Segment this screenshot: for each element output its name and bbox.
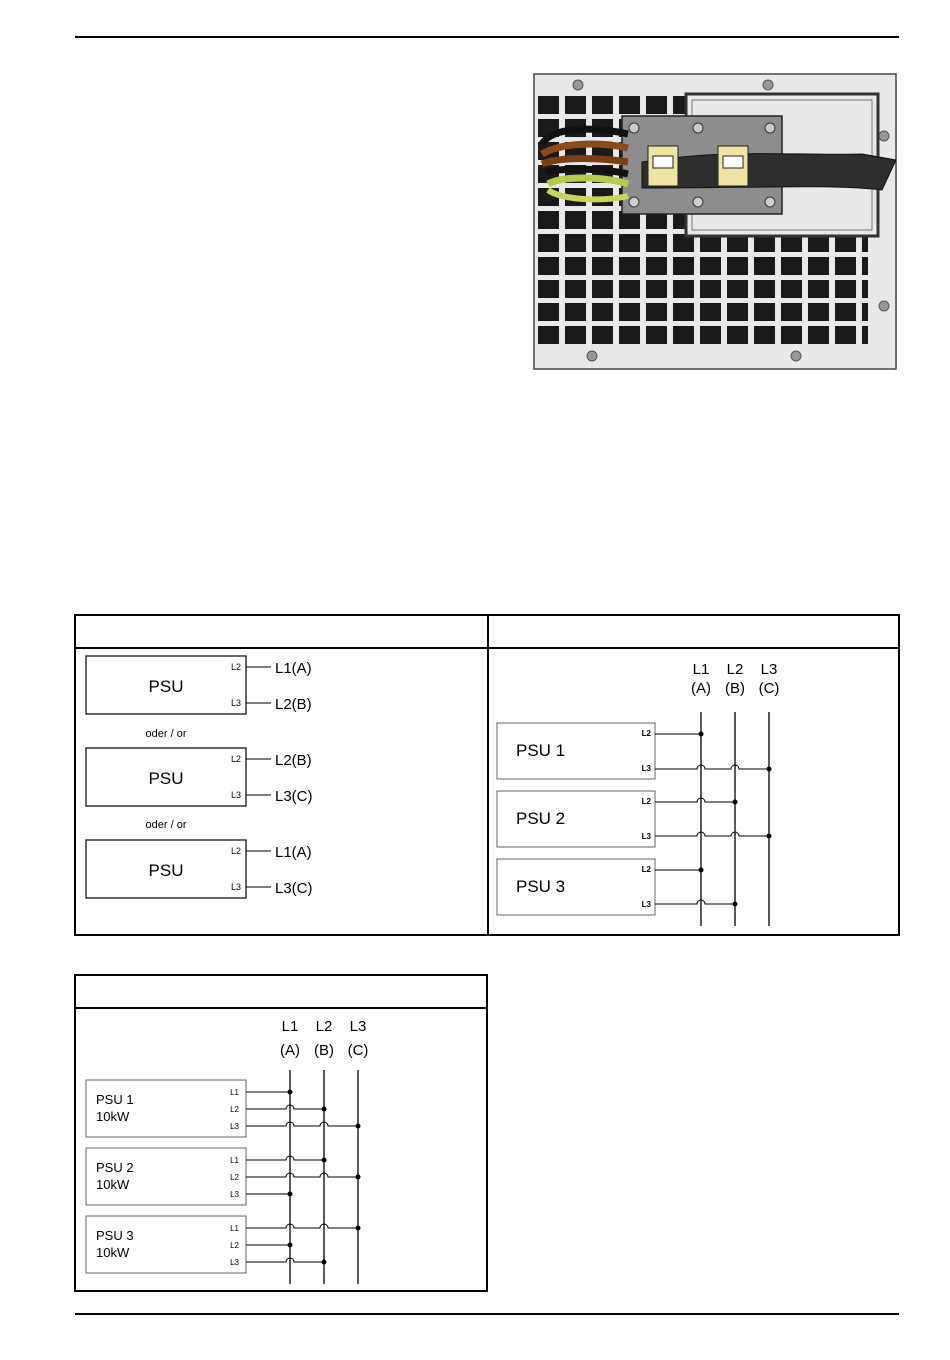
phase-header-l3: L3 — [760, 661, 778, 678]
psu2-power: 10kW — [96, 1177, 130, 1192]
psu-label: PSU — [148, 769, 184, 788]
psu2-pin-l1: L1 — [230, 1156, 239, 1165]
or-separator: oder / or — [145, 819, 187, 831]
junction-dot — [733, 902, 738, 907]
junction-dot — [767, 767, 772, 772]
psu1-label: PSU 1 — [96, 1092, 134, 1107]
psu-label: PSU — [148, 861, 184, 880]
psu2-pin-l3: L3 — [230, 1190, 239, 1199]
phase-header-l3-sub: (C) — [347, 1042, 369, 1059]
psu3-label: PSU 3 — [516, 877, 566, 896]
pin-label-top: L2 — [230, 662, 241, 672]
phase-label-bottom: L3(C) — [275, 788, 313, 805]
ac-terminal-cable-photo — [532, 72, 898, 371]
phase-label-bottom: L3(C) — [275, 880, 313, 897]
psu1-pin-l1: L1 — [230, 1088, 239, 1097]
wiring-table-2phase — [74, 614, 900, 936]
psu3-pin-l2: L2 — [641, 865, 651, 874]
header-rule — [75, 36, 899, 38]
psu-label: PSU — [148, 677, 184, 696]
footer-rule — [75, 1313, 899, 1315]
psu3-power: 10kW — [96, 1245, 130, 1260]
junction-dot — [733, 800, 738, 805]
pin-label-top: L2 — [230, 846, 241, 856]
phase-label-top: L2(B) — [275, 752, 312, 769]
main-cable — [642, 154, 896, 191]
three-unit-2pin-diagram — [489, 648, 899, 936]
phase-header-l1-sub: (A) — [280, 1042, 300, 1059]
phase-header-l3-sub: (C) — [758, 680, 780, 697]
pin-label-top: L2 — [230, 754, 241, 764]
pin-label-bottom: L3 — [230, 882, 241, 892]
variant-1 — [86, 656, 312, 714]
phase-header-l2: L2 — [315, 1018, 333, 1035]
junction-dot — [699, 868, 704, 873]
phase-header-l2-sub: (B) — [725, 680, 745, 697]
psu3-pin-l1: L1 — [230, 1224, 239, 1233]
psu2-label: PSU 2 — [516, 809, 566, 828]
junction-dot — [699, 732, 704, 737]
psu2-label: PSU 2 — [96, 1160, 134, 1175]
psu1-power: 10kW — [96, 1109, 130, 1124]
psu3-pin-l3: L3 — [230, 1258, 239, 1267]
variant-3 — [86, 840, 313, 898]
ac-terminal-photo-drawing — [532, 72, 898, 371]
phase-header-l2-sub: (B) — [314, 1042, 334, 1059]
phase-label-top: L1(A) — [275, 660, 312, 677]
psu1-label: PSU 1 — [516, 741, 566, 760]
psu3-pin-l2: L2 — [230, 1241, 239, 1250]
phase-header-l2: L2 — [726, 661, 744, 678]
psu2-pin-l3: L3 — [641, 832, 651, 841]
phase-header-l1: L1 — [281, 1018, 299, 1035]
phase-header-l3: L3 — [349, 1018, 367, 1035]
single-unit-variants — [76, 648, 486, 936]
phase-label-bottom: L2(B) — [275, 696, 312, 713]
three-unit-3pin-diagram — [76, 1008, 486, 1292]
pin-label-bottom: L3 — [230, 790, 241, 800]
psu1-pin-l2: L2 — [641, 729, 651, 738]
psu1-pin-l3: L3 — [641, 764, 651, 773]
phase-label-top: L1(A) — [275, 844, 312, 861]
variant-2 — [86, 748, 313, 806]
psu3-label: PSU 3 — [96, 1228, 134, 1243]
phase-header-l1-sub: (A) — [691, 680, 711, 697]
psu3-pin-l3: L3 — [641, 900, 651, 909]
or-separator: oder / or — [145, 728, 187, 740]
psu2-pin-l2: L2 — [641, 797, 651, 806]
phase-header-l1: L1 — [692, 661, 710, 678]
psu1-pin-l3: L3 — [230, 1122, 239, 1131]
junction-dot — [767, 834, 772, 839]
psu2-pin-l2: L2 — [230, 1173, 239, 1182]
wiring-table-3phase — [74, 974, 488, 1292]
table2-header-row — [76, 976, 486, 1009]
psu1-pin-l2: L2 — [230, 1105, 239, 1114]
pin-label-bottom: L3 — [230, 698, 241, 708]
